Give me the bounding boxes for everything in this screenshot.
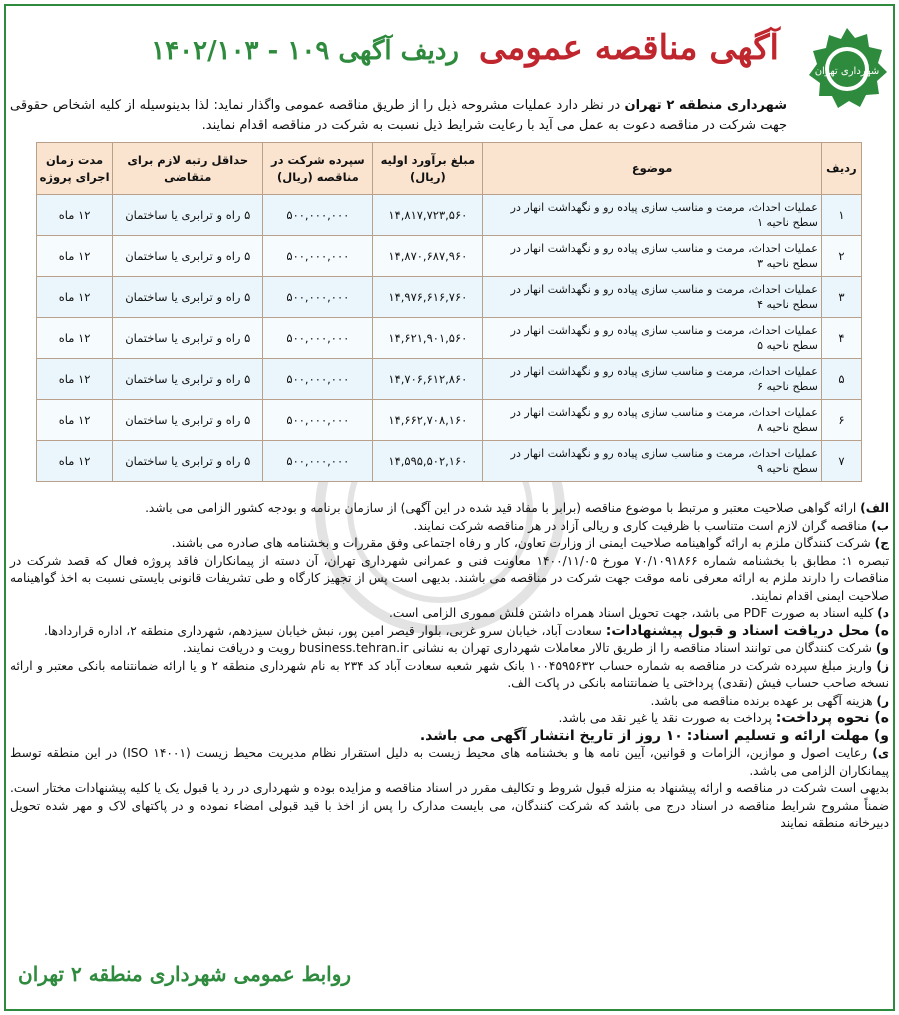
cell-duration: ۱۲ ماه: [37, 400, 113, 441]
condition-text: رعایت اصول و موازین، الزامات و قوانین، آیین نامه ها و بخشنامه های محیط زیست به دلیل استقرار نظام مدیریت محیط زیست (ISO ۱۴۰۰۱) در این منطقه توسط پیمانکاران الزامی می باشد.: [10, 746, 889, 778]
condition-label: ه) نحوه پرداخت:: [775, 710, 889, 726]
organization-name: شهرداری منطقه ۲ تهران: [624, 98, 787, 113]
condition-label: ه) محل دریافت اسناد و قبول پیشنهادات:: [605, 622, 889, 639]
condition-text: ۱۰ روز از تاریخ انتشار آگهی می باشد.: [419, 727, 683, 744]
condition-he: [10, 623, 889, 641]
cell-estimate: ۱۴,۶۶۲,۷۰۸,۱۶۰: [373, 400, 483, 441]
cell-row-number: ۲: [821, 236, 861, 277]
cell-grade: ۵ راه و ترابری یا ساختمان: [113, 359, 263, 400]
condition-label: ز): [876, 658, 889, 673]
condition-text: ارائه گواهی صلاحیت معتبر و مرتبط با موضوع مناقصه (برابر با مفاد قید شده در این آگهی) از سازمان برنامه و بودجه کشور الزامی می باشد.: [145, 501, 857, 515]
cell-subject: عملیات احداث، مرمت و مناسب سازی پیاده رو و نگهداشت انهار در سطح ناحیه ۸: [483, 400, 821, 441]
header-estimate: مبلغ برآورد اولیه (ریال): [373, 143, 483, 195]
table-row: [37, 318, 862, 359]
header-deposit: سپرده شرکت در مناقصه (ریال): [263, 143, 373, 195]
condition-text: مناقصه گران لازم است متناسب با ظرفیت کاری و ریالی آزاد در هر مناقصه شرکت نمایند.: [413, 518, 868, 533]
cell-estimate: ۱۴,۶۲۱,۹۰۱,۵۶۰: [373, 318, 483, 359]
cell-subject: عملیات احداث، مرمت و مناسب سازی پیاده رو و نگهداشت انهار در سطح ناحیه ۵: [483, 318, 821, 359]
condition-label: ی): [872, 746, 889, 760]
title-text: آگهی مناقصه عمومی: [478, 28, 779, 68]
table-row: [37, 195, 862, 236]
cell-estimate: ۱۴,۸۱۷,۷۲۳,۵۶۰: [373, 195, 483, 236]
intro-paragraph: [10, 96, 787, 136]
announcement-title: [151, 28, 779, 68]
condition-text: سعادت آباد، خیابان سرو غربی، بلوار قیصر امین پور، نبش خیابان سیزدهم، شهرداری منطقه ۲، اداره قراردادها.: [43, 623, 602, 638]
cell-subject: عملیات احداث، مرمت و مناسب سازی پیاده رو و نگهداشت انهار در سطح ناحیه ۹: [483, 441, 821, 482]
condition-label: و) مهلت ارائه و تسلیم اسناد:: [686, 727, 889, 744]
tender-items-table: [36, 142, 862, 482]
announcement-reference: ردیف آگهی ۱۰۹ - ۱۴۰۲/۱۰۳: [151, 36, 459, 66]
cell-deposit: ۵۰۰,۰۰۰,۰۰۰: [263, 400, 373, 441]
condition-alef: [10, 500, 889, 518]
cell-estimate: ۱۴,۸۷۰,۶۸۷,۹۶۰: [373, 236, 483, 277]
table-row: [37, 400, 862, 441]
footer-public-relations: روابط عمومی شهرداری منطقه ۲ تهران: [18, 962, 352, 986]
condition-deadline: [10, 728, 889, 746]
cell-subject: عملیات احداث، مرمت و مناسب سازی پیاده رو و نگهداشت انهار در سطح ناحیه ۶: [483, 359, 821, 400]
cell-grade: ۵ راه و ترابری یا ساختمان: [113, 400, 263, 441]
cell-duration: ۱۲ ماه: [37, 441, 113, 482]
table-row: [37, 441, 862, 482]
tehran-municipality-logo: [805, 26, 889, 110]
cell-duration: ۱۲ ماه: [37, 195, 113, 236]
condition-note1: تبصره ۱: مطابق با بخشنامه شماره ۷۰/۱۰۹۱۸۶۶ مورخ ۱۴۰۰/۱۱/۰۵ معاونت فنی و عمرانی شهرداری تهران، آن دسته از پیمانکاران فاقد پروژه فعال که قصد شرکت در مناقصات را دارند ملزم به ارائه معرفی نامه موقت جهت شرکت در مناقصه می باشند. بدیهی است پس از تجهیز کارگاه و طی تشریفات قانونی بایستی نسبت به اخذ گواهینامه صلاحیت ایمنی اقدام نمایند.: [10, 553, 889, 603]
condition-closing: بدیهی است شرکت در مناقصه و ارائه پیشنهاد به منزله قبول شروط و تکالیف مقرر در اسناد مناقصه و مزایده بوده و شهرداری در رد یا قبول یک یا کلیه پیشنهادات مختار است. ضمناً مشروح شرایط مناقصه در اسناد درج می باشد که شرکت کنندگان، می بایست مدارک را پس از اخذ با قید قبولی امضاء نموده و در پاکتهای لاک و مهر شده تحویل دبیرخانه منطقه نمایند: [10, 781, 889, 830]
condition-label: د): [877, 606, 889, 620]
intro-text: در نظر دارد عملیات مشروحه ذیل را از طریق مناقصه عمومی واگذار نماید: لذا بدینوسیله از کلیه اشخاص حقوقی جهت شرکت در مناقصه دعوت به عمل می آید با رعایت شرایط ذیل نسبت به شرکت در مناقصه اقدام نمایند.: [10, 98, 787, 133]
header-row-number: ردیف: [821, 143, 861, 195]
cell-deposit: ۵۰۰,۰۰۰,۰۰۰: [263, 318, 373, 359]
cell-duration: ۱۲ ماه: [37, 359, 113, 400]
cell-deposit: ۵۰۰,۰۰۰,۰۰۰: [263, 359, 373, 400]
condition-ze: [10, 658, 889, 693]
cell-row-number: ۵: [821, 359, 861, 400]
cell-deposit: ۵۰۰,۰۰۰,۰۰۰: [263, 441, 373, 482]
cell-deposit: ۵۰۰,۰۰۰,۰۰۰: [263, 236, 373, 277]
cell-grade: ۵ راه و ترابری یا ساختمان: [113, 441, 263, 482]
cell-estimate: ۱۴,۹۷۶,۶۱۶,۷۶۰: [373, 277, 483, 318]
condition-jim: [10, 535, 889, 553]
cell-subject: عملیات احداث، مرمت و مناسب سازی پیاده رو و نگهداشت انهار در سطح ناحیه ۱: [483, 195, 821, 236]
cell-duration: ۱۲ ماه: [37, 236, 113, 277]
cell-grade: ۵ راه و ترابری یا ساختمان: [113, 195, 263, 236]
cell-duration: ۱۲ ماه: [37, 318, 113, 359]
header-subject: موضوع: [483, 143, 821, 195]
condition-text: پرداخت به صورت نقد یا غیر نقد می باشد.: [558, 711, 772, 725]
condition-ye: [10, 745, 889, 780]
condition-payment: [10, 710, 889, 728]
condition-text: هزینه آگهی بر عهده برنده مناقصه می باشد.: [650, 693, 873, 708]
condition-label: الف): [860, 501, 889, 515]
condition-vav: [10, 640, 889, 658]
condition-re: [10, 693, 889, 711]
condition-label: ر): [876, 693, 889, 708]
tender-conditions: [10, 500, 889, 833]
logo-text: شهرداری تهران: [814, 66, 880, 77]
cell-grade: ۵ راه و ترابری یا ساختمان: [113, 236, 263, 277]
cell-row-number: ۳: [821, 277, 861, 318]
cell-row-number: ۴: [821, 318, 861, 359]
condition-text: شرکت کنندگان می توانند اسناد مناقصه را از طریق تالار معاملات شهرداری تهران به نشانی business.tehran.ir رویت و دریافت نمایند.: [182, 641, 872, 655]
table-row: [37, 236, 862, 277]
condition-dal: [10, 605, 889, 623]
condition-text: واریز مبلغ سپرده شرکت در مناقصه به شماره حساب ۱۰۰۴۵۹۵۶۳۲ بانک شهر شعبه سعادت آباد کد ۲۳۴ به نام شهرداری منطقه ۲ و یا ارائه ضمانتنامه بانکی معتبر و ارائه نسخه صاحب حساب فیش (نقدی) پرداختی یا ضمانتنامه بانکی در پاکت الف.: [10, 658, 889, 690]
condition-label: ج): [874, 536, 889, 550]
condition-label: ب): [871, 518, 889, 533]
cell-row-number: ۱: [821, 195, 861, 236]
cell-grade: ۵ راه و ترابری یا ساختمان: [113, 277, 263, 318]
table-row: [37, 277, 862, 318]
condition-label: و): [875, 641, 889, 655]
cell-estimate: ۱۴,۵۹۵,۵۰۲,۱۶۰: [373, 441, 483, 482]
cell-estimate: ۱۴,۷۰۶,۶۱۲,۸۶۰: [373, 359, 483, 400]
condition-text: کلیه اسناد به صورت PDF می باشد، جهت تحویل اسناد همراه داشتن فلش مموری الزامی است.: [389, 606, 874, 620]
cell-row-number: ۷: [821, 441, 861, 482]
cell-deposit: ۵۰۰,۰۰۰,۰۰۰: [263, 277, 373, 318]
cell-subject: عملیات احداث، مرمت و مناسب سازی پیاده رو و نگهداشت انهار در سطح ناحیه ۴: [483, 277, 821, 318]
cell-deposit: ۵۰۰,۰۰۰,۰۰۰: [263, 195, 373, 236]
table-row: [37, 359, 862, 400]
cell-duration: ۱۲ ماه: [37, 277, 113, 318]
cell-subject: عملیات احداث، مرمت و مناسب سازی پیاده رو و نگهداشت انهار در سطح ناحیه ۳: [483, 236, 821, 277]
condition-be: [10, 518, 889, 536]
condition-text: شرکت کنندگان ملزم به ارائه گواهینامه صلاحیت ایمنی از وزارت تعاون، کار و رفاه اجتماعی وفق مقررات و بخشنامه های صادره می باشند.: [171, 536, 871, 550]
table-header-row: [37, 143, 862, 195]
cell-row-number: ۶: [821, 400, 861, 441]
header-duration: مدت زمان اجرای پروژه: [37, 143, 113, 195]
header-grade: حداقل رتبه لازم برای متقاضی: [113, 143, 263, 195]
cell-grade: ۵ راه و ترابری یا ساختمان: [113, 318, 263, 359]
